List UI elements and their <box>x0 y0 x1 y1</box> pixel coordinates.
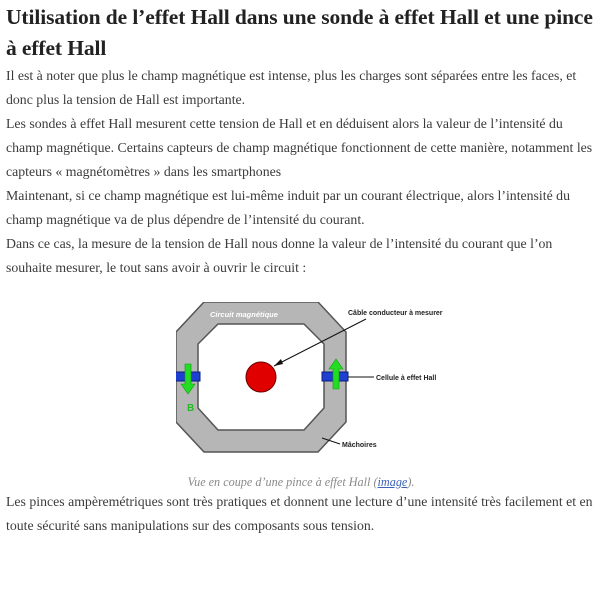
caption-image-link[interactable]: image <box>377 475 408 489</box>
paragraph-induced-field: Maintenant, si ce champ magnétique est lui-même induit par un courant électrique, alors l’intensité du champ magnétique va de plus dépendre de l’intensité du courant. <box>6 188 570 227</box>
hall-clamp-diagram <box>176 302 456 458</box>
cable-pointer-head <box>274 359 283 366</box>
conductor-cable <box>246 362 276 392</box>
field-label: B <box>187 403 195 414</box>
caption-text: Vue en coupe d’une pince à effet Hall ( <box>187 475 378 489</box>
cable-label: Câble conducteur à mesurer <box>348 310 443 317</box>
paragraph-clamp-meters: Les pinces ampèremétriques sont très pratiques et donnent une lecture d’une intensité très facilement et en toute sécurité sans manipulations sur des composants sous tension. <box>6 494 593 533</box>
cell-label: Cellule à effet Hall <box>376 375 437 382</box>
paragraph-current-measure: Dans ce cas, la mesure de la tension de Hall nous donne la valeur de l’intensité du courant que l’on souhaite mesurer, le tout sans avoir à ouvrir le circuit : <box>6 236 553 275</box>
jaws-label: Mâchoires <box>342 442 377 449</box>
paragraph-hall-probes: Les sondes à effet Hall mesurent cette tension de Hall et en déduisent alors la valeur de l’intensité du champ magnétique. Certains capteurs de champ magnétique fonctionnent de cette manière, notamment les capteurs « magnétomètres » dans les smartphones <box>6 116 593 179</box>
paragraph-field-intensity: Il est à noter que plus le champ magnétique est intense, plus les charges sont séparées entre les faces, et donc plus la tension de Hall est importante. <box>6 68 577 107</box>
circuit-label: Circuit magnétique <box>210 310 278 319</box>
hall-clamp-figure <box>6 302 596 458</box>
article-title: Utilisation de l’effet Hall dans une sonde à effet Hall et une pince à effet Hall <box>6 5 593 60</box>
figure-caption <box>6 474 596 490</box>
caption-end: ). <box>407 475 415 489</box>
